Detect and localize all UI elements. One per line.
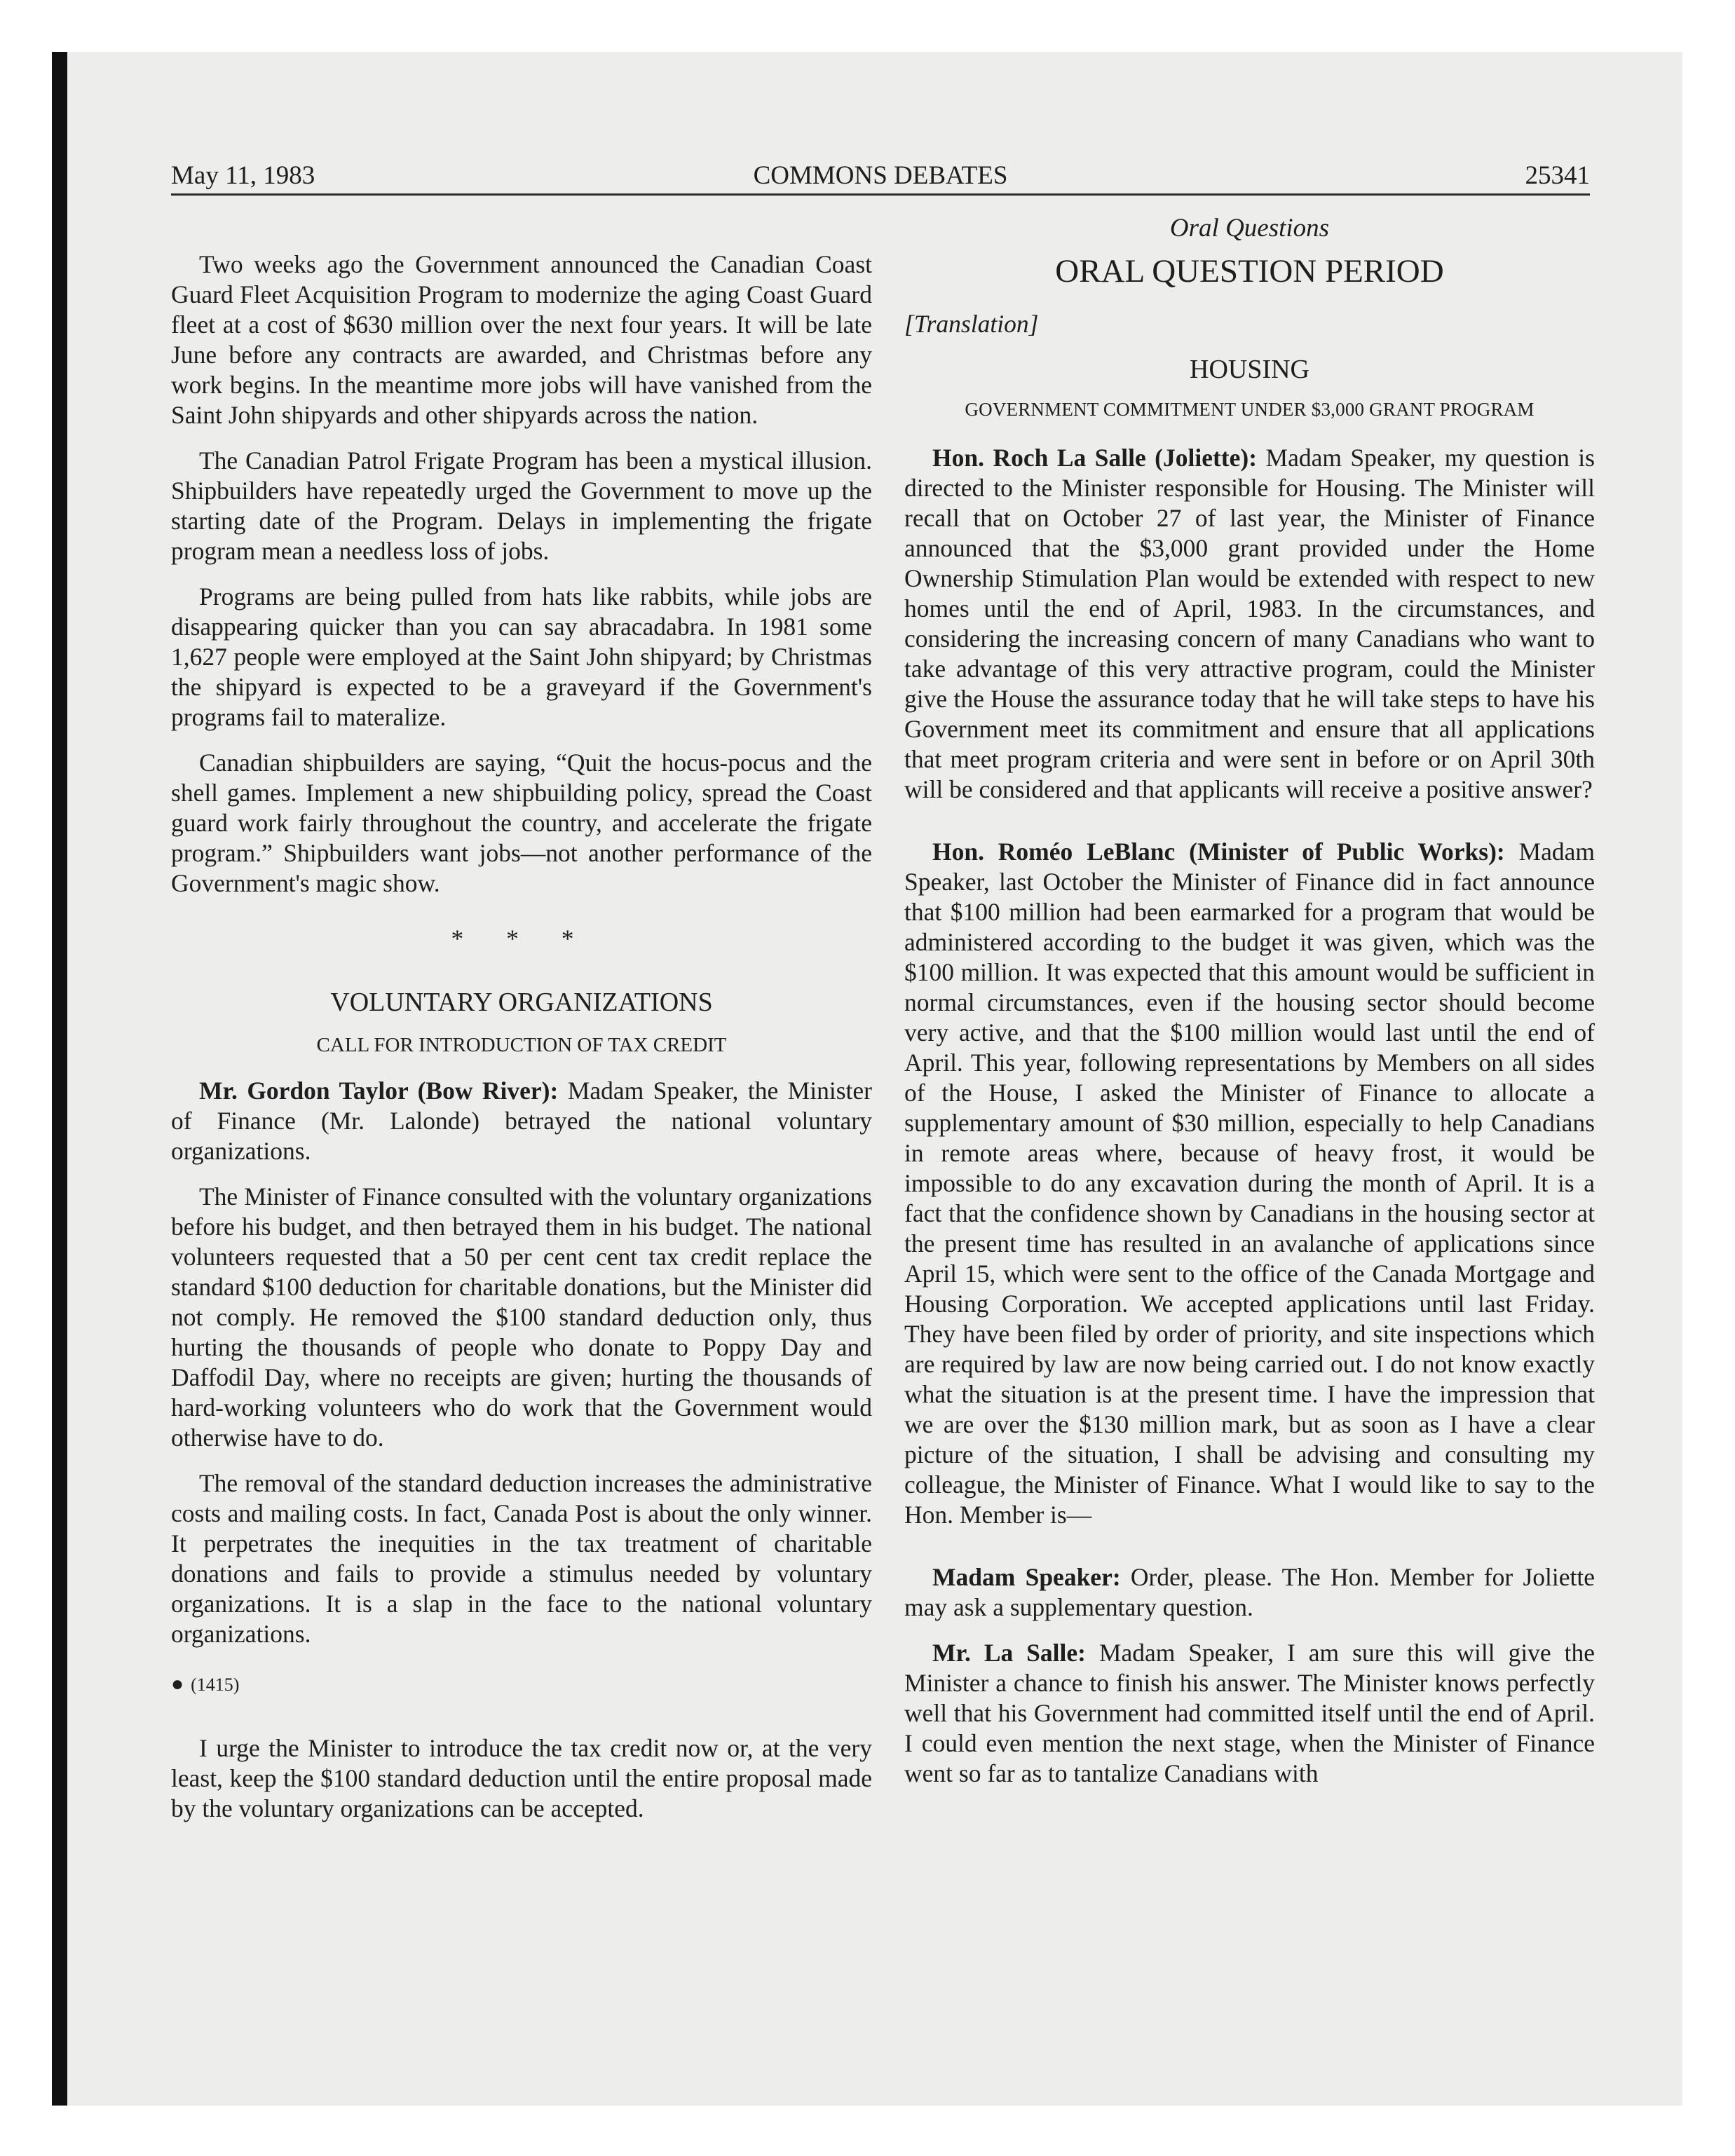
- speech-text: Madam Speaker, I am sure this will give the Minister a chance to finish his answer. The Minister knows perfectly well that his Government had committed itself until the end of April. I could even mention the next stage, when the Minister of Finance went so far as to tantalize Canadians with: [904, 1639, 1595, 1787]
- left-column: [171, 203, 872, 1839]
- speaker-name: Hon. Roch La Salle (Joliette):: [932, 444, 1258, 472]
- translation-note: [Translation]: [904, 310, 1039, 338]
- paragraph: Canadian shipbuilders are saying, “Quit the hocus-pocus and the shell games. Implement a new shipbuilding policy, spread the Coast guard work fairly throughout the country, and accelerate the frigate program.” Shipbuilders want jobs—not another performance of the Government's magic show.: [171, 749, 872, 897]
- speech-text: Madam Speaker, my question is directed to the Minister responsible for Housing. The Minister will recall that on October 27 of last year, the Minister of Finance announced that the $3,000 grant provided under the Home Ownership Stimulation Plan would be extended with respect to new homes until the end of April, 1983. In the circumstances, and considering the increasing concern of many Canadians who want to take advantage of this very attractive program, could the Minister give the House the assurance today that he will take steps to have his Government meet its commitment and ensure that all applications that meet program criteria and were sent in before or on April 30th will be considered and that applicants will receive a positive answer?: [904, 444, 1595, 803]
- header-date: May 11, 1983: [171, 161, 315, 190]
- paragraph: Programs are being pulled from hats like rabbits, while jobs are disappearing quicker than you can say abracadabra. In 1981 some 1,627 people were employed at the Saint John shipyard; by Christmas the shipyard is expected to be a graveyard if the Government's programs fail to materalize.: [171, 582, 872, 731]
- speech-madam-speaker: [904, 1562, 1595, 1623]
- section-heading: VOLUNTARY ORGANIZATIONS: [330, 988, 713, 1017]
- topic-subheading: GOVERNMENT COMMITMENT UNDER $3,000 GRANT PROGRAM: [965, 399, 1535, 420]
- speaker-name: Mr. La Salle:: [932, 1639, 1086, 1667]
- paragraph: The Canadian Patrol Frigate Program has been a mystical illusion. Shipbuilders have repeatedly urged the Government to move up the starting date of the Program. Delays in implementing the frigate program mean a needless loss of jobs.: [171, 446, 872, 565]
- paragraph: The Minister of Finance consulted with the voluntary organizations before his budget, and then betrayed them in his budget. The national volunteers requested that a 50 per cent cent tax credit replace the standard $100 deduction for charitable donations, but the Minister did not comply. He removed the $100 standard deduction only, thus hurting the thousands of people who donate to Poppy Day and Daffodil Day, where no receipts are given; hurting the thousands of hard-working volunteers who do work that the Government would otherwise have to do.: [171, 1182, 872, 1452]
- binding-edge: [52, 52, 67, 2106]
- timestamp: [171, 1669, 872, 1700]
- speaker-name: Mr. Gordon Taylor (Bow River):: [199, 1077, 559, 1105]
- running-head: [171, 158, 1590, 196]
- speaker-name: Madam Speaker:: [932, 1563, 1121, 1591]
- speech-leblanc: [904, 837, 1595, 1530]
- right-column: [904, 203, 1595, 1804]
- header-title: COMMONS DEBATES: [753, 161, 1008, 190]
- section-label: Oral Questions: [1169, 214, 1330, 243]
- timestamp-text: (1415): [191, 1674, 240, 1695]
- header-page-number: 25341: [1525, 161, 1590, 190]
- bullet-icon: ●: [171, 1672, 184, 1696]
- topic-heading: HOUSING: [1190, 355, 1309, 384]
- speech-text: Madam Speaker, the Minister of Finance (Mr. Lalonde) betrayed the national voluntary organizations.: [171, 1077, 872, 1165]
- page-heading: ORAL QUESTION PERIOD: [1055, 253, 1444, 289]
- speech-text: Madam Speaker, last October the Minister of Finance did in fact announce that $100 million had been earmarked for a program that would be administered according to the budget it was given, which was the $100 million. It was expected that this amount would be sufficient in normal circumstances, even if the housing sector should become very active, and that the $100 million would last until the end of April. This year, following representations by Members on all sides of the House, I asked the Minister of Finance to allocate a supplementary amount of $30 million, especially to help Canadians in remote areas where, because of heavy frost, it would be impossible to do any excavation during the month of April. It is a fact that the confidence shown by Canadians in the housing sector at the present time has resulted in an avalanche of applications since April 15, which were sent to the office of the Canada Mortgage and Housing Corporation. We accepted applications until last Friday. They have been filed by order of priority, and site inspections which are required by law are now being carried out. I do not know exactly what the situation is at the present time. I have the impression that we are over the $130 million mark, but as soon as I have a clear picture of the situation, I shall be advising and consulting my colleague, the Minister of Finance. What I would like to say to the Hon. Member is—: [904, 838, 1595, 1529]
- paragraph: The removal of the standard deduction increases the administrative costs and mailing costs. In fact, Canada Post is about the only winner. It perpetrates the inequities in the tax treatment of charitable donations and fails to provide a stimulus needed by voluntary organizations. It is a slap in the face to the national voluntary organizations.: [171, 1469, 872, 1648]
- paragraph: I urge the Minister to introduce the tax credit now or, at the very least, keep the $100 standard deduction until the entire proposal made by the voluntary organizations can be accepted.: [171, 1734, 872, 1822]
- speech-lasalle-supplementary: [904, 1638, 1595, 1789]
- section-separator: * * *: [451, 925, 592, 953]
- speech-text: Order, please. The Hon. Member for Joliette may ask a supplementary question.: [904, 1563, 1595, 1621]
- paragraph: Two weeks ago the Government announced the Canadian Coast Guard Fleet Acquisition Program to modernize the aging Coast Guard fleet at a cost of $630 million over the next four years. It will be late June before any contracts are awarded, and Christmas before any work begins. In the meantime more jobs will have vanished from the Saint John shipyards and other shipyards across the nation.: [171, 250, 872, 429]
- speech-lasalle: [904, 443, 1595, 805]
- section-subheading: CALL FOR INTRODUCTION OF TAX CREDIT: [316, 1034, 727, 1056]
- speaker-name: Hon. Roméo LeBlanc (Minister of Public Works):: [932, 838, 1505, 866]
- speech-taylor: [171, 1076, 872, 1166]
